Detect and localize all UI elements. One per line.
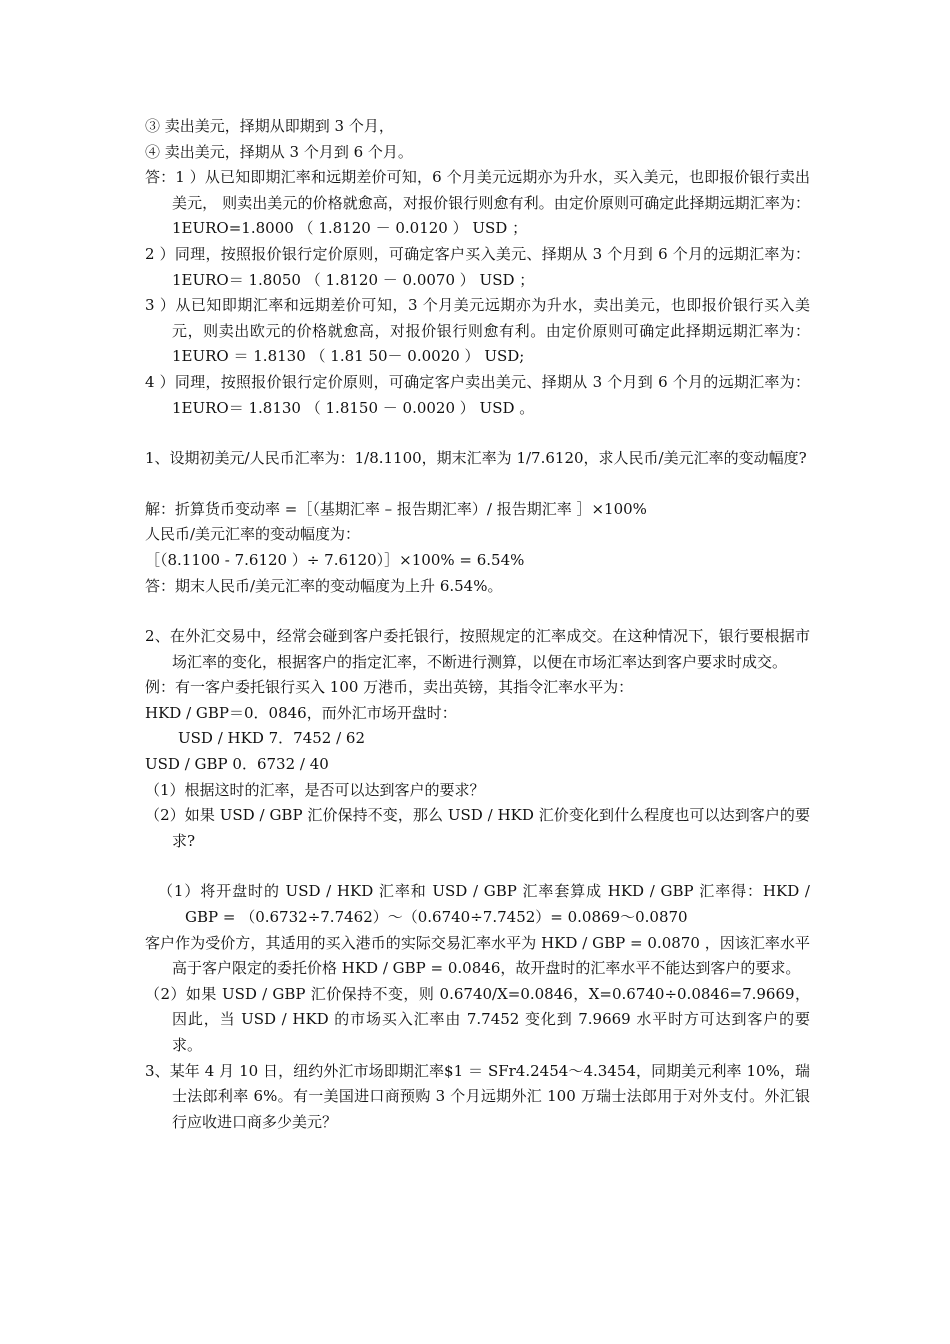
example-usd-gbp: USD / GBP 0．6732 / 40 <box>145 755 329 774</box>
example-rate: HKD / GBP＝0．0846，而外汇市场开盘时： <box>145 703 457 722</box>
option-3: ③ 卖出美元，择期从即期到 3 个月， <box>145 117 394 135</box>
result-1: （1）将开盘时的 USD / HKD 汇率和 USD / GBP 汇率套算成 HKD / GBP 汇率得：HKD / GBP = （0.6732÷7.7462）～（0.6740÷7.7452）= 0.0869～0.0870 <box>158 882 810 927</box>
example-intro: 例：有一客户委托银行买入 100 万港币，卖出英镑，其指令汇率水平为： <box>145 678 634 697</box>
answer-4: 4 ）同理，按照报价银行定价原则，可确定客户卖出美元、择期从 3 个月到 6 个月的远期汇率为： 1EURO＝ 1.8130 （ 1.8150 － 0.0020 ） USD 。 <box>145 372 810 417</box>
question-3: 3、某年 4 月 10 日，纽约外汇市场即期汇率$1 ＝ SFr4.2454～4.3454，同期美元利率 10%，瑞士法郎利率 6%。有一美国进口商预购 3 个月远期外汇 100 万瑞士法郎用于对外支付。外汇银行应收进口商多少美元？ <box>145 1061 810 1131</box>
answer-2: 2 ）同理，按照报价银行定价原则，可确定客户买入美元、择期从 3 个月到 6 个月的远期汇率为： 1EURO＝ 1.8050 （ 1.8120 － 0.0070 ） USD ； <box>145 244 810 289</box>
answer-3: 3 ）从已知即期汇率和远期差价可知，3 个月美元远期亦为升水，卖出美元，也即报价银行买入美元，则卖出欧元的价格就愈高，对报价银行则愈有利。由定价原则可确定此择期远期汇率为： 1EURO ＝ 1.8130 （ 1.81 50－ 0.0020 ） USD; <box>145 296 810 366</box>
example-q2: （2）如果 USD / GBP 汇价保持不变，那么 USD / HKD 汇价变化到什么程度也可以达到客户的要求? <box>145 806 810 850</box>
spacer <box>145 421 810 446</box>
question-2: 2、在外汇交易中，经常会碰到客户委托银行，按照规定的汇率成交。在这种情况下，银行要根据市场汇率的变化，根据客户的指定汇率，不断进行测算，以便在市场汇率达到客户要求时成交。 <box>145 627 810 671</box>
question-1: 1、设期初美元/人民币汇率为：1/8.1100，期末汇率为 1/7.6120，求人民币/美元汇率的变动幅度? <box>145 449 807 468</box>
answer-1: 答：1 ）从已知即期汇率和远期差价可知，6 个月美元远期亦为升水，买入美元，也即报价银行卖出美元， 则卖出美元的价格就愈高，对报价银行则愈有利。由定价原则可确定此择期远期汇率为：1EURO=1.8000 （ 1.8120 － 0.0120 ） USD ； <box>145 168 810 238</box>
solution-line: 人民币/美元汇率的变动幅度为： <box>145 525 361 544</box>
spacer <box>145 854 810 879</box>
document-page <box>145 114 810 1135</box>
example-usd-hkd: USD / HKD 7．7452 / 62 <box>178 729 366 748</box>
example-q1: （1）根据这时的汇率，是否可以达到客户的要求？ <box>145 780 485 799</box>
solution-answer: 答：期末人民币/美元汇率的变动幅度为上升 6.54%。 <box>145 576 503 595</box>
option-4: ④ 卖出美元，择期从 3 个月到 6 个月。 <box>145 142 413 161</box>
spacer <box>145 599 810 624</box>
solution-formula: 解：折算货币变动率 =［（基期汇率 – 报告期汇率）/ 报告期汇率 ］×100% <box>145 499 647 518</box>
result-2: 客户作为受价方，其适用的买入港币的实际交易汇率水平为 HKD / GBP = 0.0870 ，因该汇率水平高于客户限定的委托价格 HKD / GBP = 0.0846，故开盘时的汇率水平不能达到客户的要求。 <box>145 933 810 978</box>
solution-calculation: ［（8.1100 - 7.6120 ）÷ 7.6120）］×100% = 6.54% <box>145 550 525 569</box>
spacer <box>145 472 810 497</box>
result-3: （2）如果 USD / GBP 汇价保持不变，则 0.6740/X=0.0846，X=0.6740÷0.0846=7.9669，因此，当 USD / HKD 的市场买入汇率由 7.7452 变化到 7.9669 水平时方可达到客户的要求。 <box>145 984 810 1054</box>
